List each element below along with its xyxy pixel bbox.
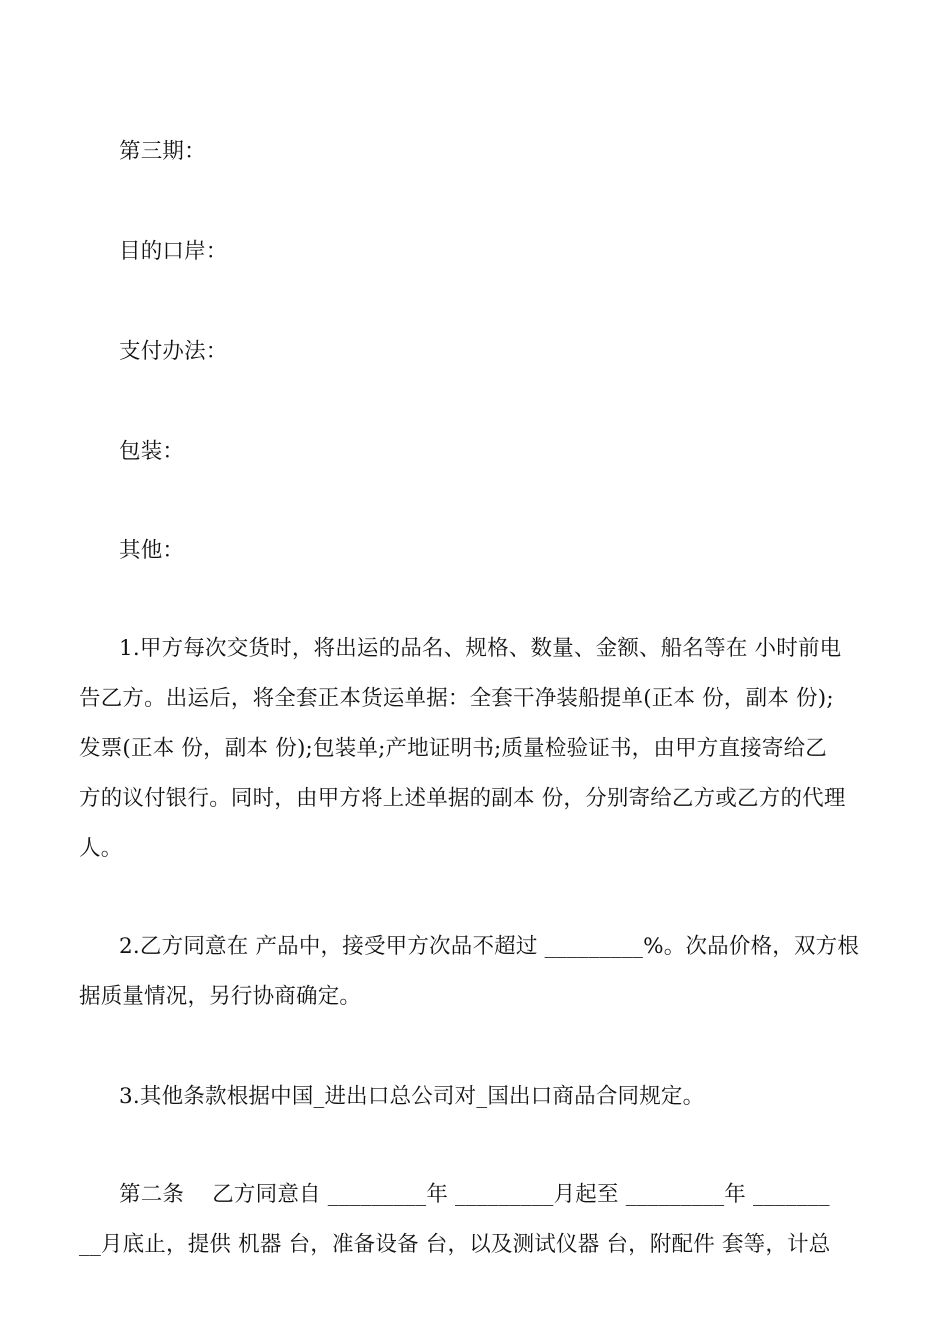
clause-1-line-3: 发票(正本 份，副本 份);包装单;产地证明书;质量检验证书，由甲方直接寄给乙: [79, 736, 827, 761]
clause-1-line-5: 人。: [79, 836, 123, 861]
article-2-line-1: 第二条 乙方同意自 _________年 _________月起至 _________年 _______: [119, 1182, 830, 1207]
heading-destination-port: 目的口岸：: [119, 239, 228, 264]
clause-2-line-1: 2.乙方同意在 产品中，接受甲方次品不超过 _________%。次品价格，双方根: [119, 934, 860, 959]
clause-1-line-4: 方的议付银行。同时，由甲方将上述单据的副本 份，分别寄给乙方或乙方的代理: [79, 786, 846, 811]
heading-packaging: 包装：: [119, 439, 185, 464]
heading-phase-3: 第三期：: [119, 139, 206, 164]
clause-1-line-2: 告乙方。出运后，将全套正本货运单据：全套干净装船提单(正本 份，副本 份);: [79, 686, 834, 711]
heading-other: 其他：: [119, 538, 185, 563]
article-2-line-2: __月底止，提供 机器 台，准备设备 台，以及测试仪器 台，附配件 套等，计总: [79, 1232, 831, 1257]
heading-payment-method: 支付办法：: [119, 339, 228, 364]
clause-3-line-1: 3.其他条款根据中国_进出口总公司对_国出口商品合同规定。: [119, 1084, 705, 1109]
clause-1-line-1: 1.甲方每次交货时，将出运的品名、规格、数量、金额、船名等在 小时前电: [119, 636, 842, 661]
clause-2-line-2: 据质量情况，另行协商确定。: [79, 984, 362, 1009]
